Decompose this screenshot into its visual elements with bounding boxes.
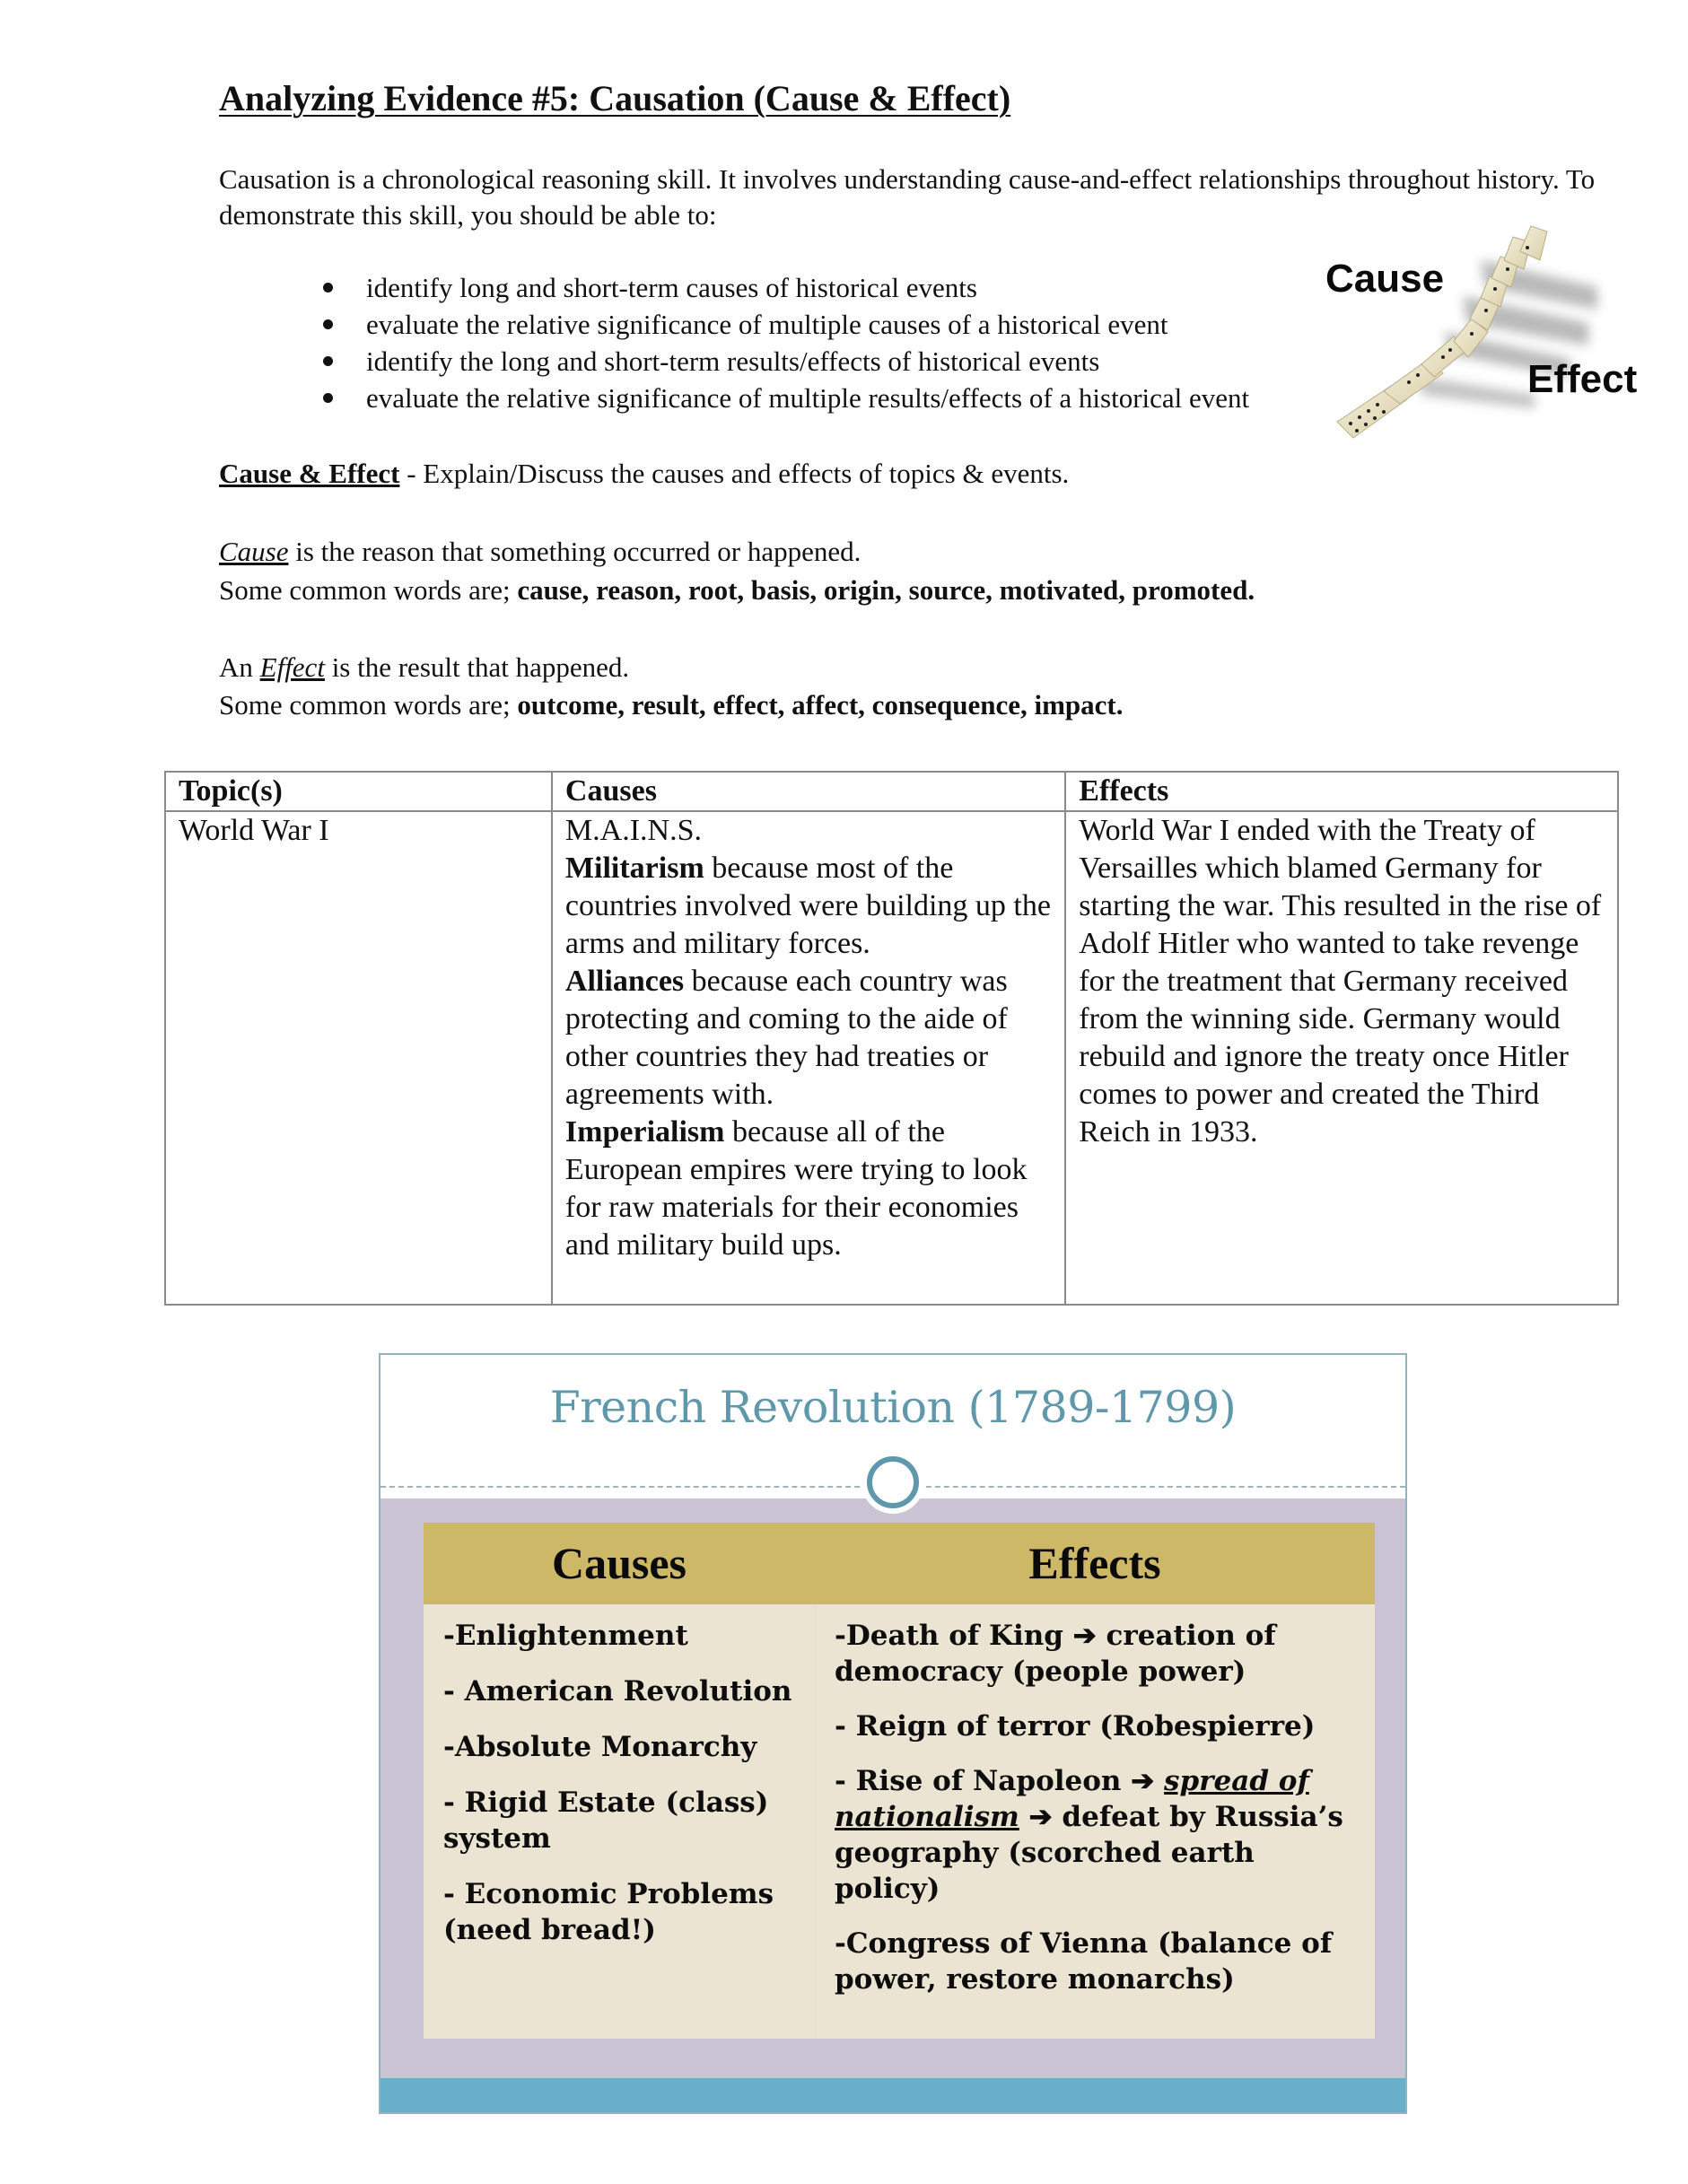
cause-words: Some common words are; cause, reason, root, basis, origin, source, motivated, promoted. [219,574,1255,606]
skill-item: evaluate the relative significance of multiple results/effects of a historical event [323,380,1249,416]
effect-definition: An Effect is the result that happened. [219,651,630,683]
cause-effect-definition [219,456,1069,492]
skills-list [323,269,1249,416]
cause-effect-term: Cause & Effect [219,458,400,489]
skill-item: evaluate the relative significance of multiple causes of a historical event [323,306,1249,343]
fr-cause-item: - Economic Problems (need bread!) [443,1878,774,1946]
bullet-icon [323,283,333,293]
arrow-right-icon: ➔ [1131,1765,1155,1797]
fr-effects-list [835,1618,1369,2016]
causes-cell [552,811,1065,1305]
arrow-right-icon: ➔ [1072,1620,1097,1652]
cause-item: Militarism because most of the countries involved were building up the arms and military forces. [564,852,1051,960]
fr-cause-effect-table [424,1523,1375,2039]
arrow-right-icon: ➔ [1028,1801,1053,1833]
fr-cause-item: -Enlightenment [443,1620,688,1652]
fr-header-effects: Effects [1028,1538,1161,1588]
cause-word-list: cause, reason, root, basis, origin, source, motivated, promoted. [517,574,1255,606]
fr-effect-item: - Rise of Napoleon ➔ spread of nationalism ➔ defeat by Russia’s geography (scorched earth policy) [835,1765,1343,1905]
fr-cause-item: - American Revolution [443,1675,792,1708]
table-header-row [165,772,1618,811]
bullet-icon [323,319,333,329]
effect-term: Effect [259,651,325,683]
fr-causes-list [443,1618,802,1968]
cause-definition: Cause is the reason that something occurred or happened. [219,536,861,567]
header-causes: Causes [552,772,1065,811]
fr-cause-item: -Absolute Monarchy [443,1731,757,1763]
fr-cause-item: - Rigid Estate (class) system [443,1787,769,1855]
circle-ornament-icon [867,1456,919,1508]
header-effects: Effects [1065,772,1618,811]
page-title: Analyzing Evidence #5: Causation (Cause & Effect) [219,78,1011,118]
effect-label: Effect [1527,357,1638,401]
effects-cell: World War I ended with the Treaty of Versailles which blamed Germany for starting the war. This resulted in the rise of Adolf Hitler who wanted to take revenge for the treatment that Germany received from the winning side. Germany would rebuild and ignore the treaty once Hitler comes to power and created the Third Reich in 1933. [1065,811,1618,1305]
fr-table-header [424,1523,1375,1604]
bullet-icon [323,393,333,403]
cause-item: Imperialism because all of the European empires were trying to look for raw materials for their economies and military build ups. [564,1115,1028,1262]
cause-label: Cause [1325,257,1445,301]
mains-label: M.A.I.N.S. [564,814,702,847]
ww1-cause-effect-table [164,771,1619,1306]
intro-paragraph: Causation is a chronological reasoning skill. It involves understanding cause-and-effect relationships throughout history. To demonstrate this skill, you should be able to: [219,163,1596,231]
nationalism-emphasis: spread of nationalism [835,1765,1309,1833]
french-revolution-slide [379,1353,1407,2114]
domino-chain-icon [1325,224,1651,458]
effect-word-list: outcome, result, effect, affect, consequence, impact. [517,689,1124,721]
cause-effect-desc: - Explain/Discuss the causes and effects of topics & events. [399,458,1070,489]
fr-effect-item: - Reign of terror (Robespierre) [835,1710,1316,1743]
slide-footer-band [380,2078,1405,2112]
cause-term: Cause [219,536,289,567]
topic-cell: World War I [165,811,552,1305]
fr-effect-item: -Congress of Vienna (balance of power, restore monarchs) [835,1927,1333,1996]
effect-words: Some common words are; outcome, result, effect, affect, consequence, impact. [219,689,1124,721]
header-topics: Topic(s) [165,772,552,811]
table-row [165,811,1618,1305]
skill-item: identify the long and short-term results/effects of historical events [323,343,1249,380]
bullet-icon [323,356,333,366]
fr-header-causes: Causes [551,1538,687,1588]
fr-effect-item: -Death of King ➔ creation of democracy (people power) [835,1620,1276,1688]
slide-title: French Revolution (1789-1799) [549,1382,1237,1433]
cause-item: Alliances because each country was protecting and coming to the aide of other countries they had treaties or agreements with. [564,965,1008,1111]
column-divider [815,1604,817,2039]
skill-item: identify long and short-term causes of historical events [323,269,1249,306]
